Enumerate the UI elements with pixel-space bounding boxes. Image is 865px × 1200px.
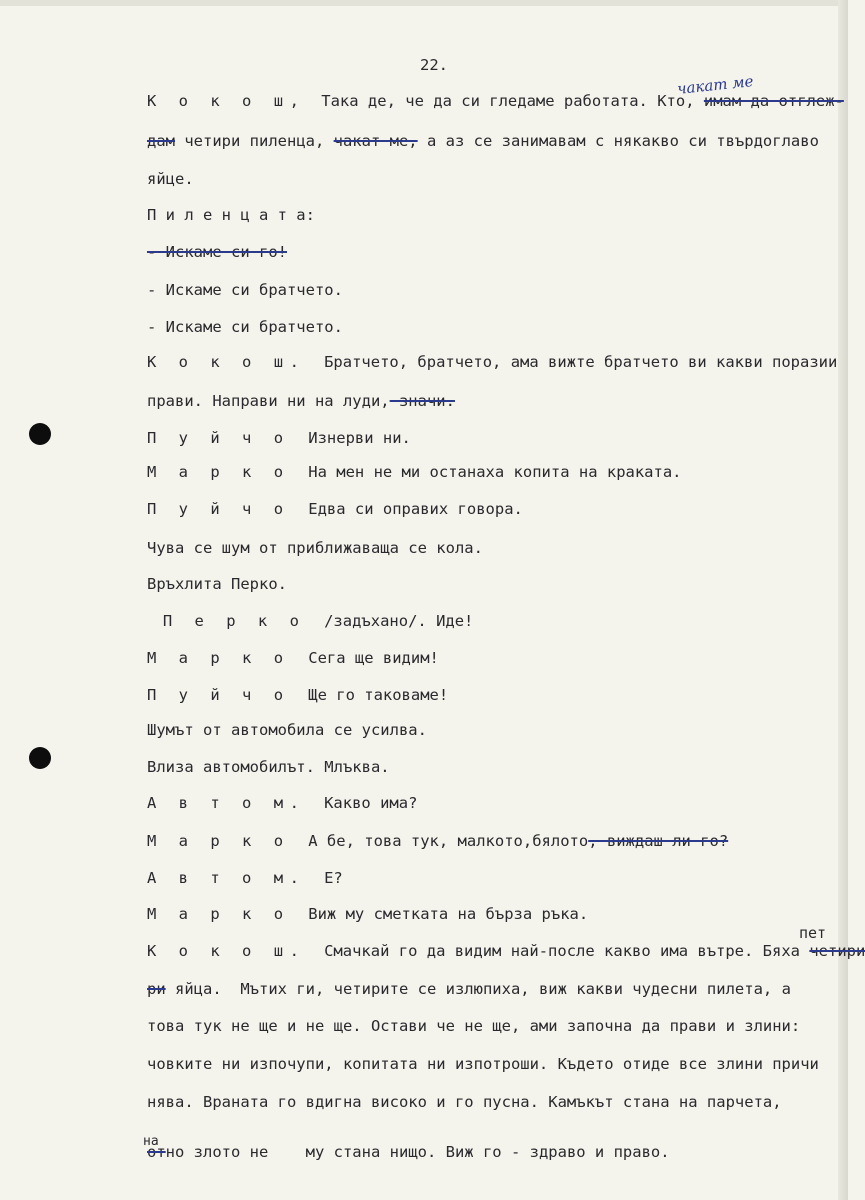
line-text: но злото не <box>165 1143 278 1161</box>
struck-text: четири <box>809 942 865 960</box>
text-line <box>147 318 343 336</box>
line-text: Виж му сметката на бърза ръка. <box>289 905 589 923</box>
speaker-name: П у й ч о <box>147 686 290 704</box>
handwritten-correction: пет <box>799 924 827 942</box>
line-text: - Искаме си братчето. <box>147 318 343 336</box>
line-text: Чува се шум от приближаваща се кола. <box>147 539 483 557</box>
speaker-name: М а р к о <box>147 905 290 923</box>
line-text: Ще го таковаме! <box>289 686 449 704</box>
line-text: това тук не ще и не ще. Остави че не ще, ами започна да прави и злини: <box>147 1017 801 1035</box>
struck-text: чакат ме, <box>333 132 418 150</box>
line-text: Така де, че да си гледаме работата. Кто, <box>321 92 704 110</box>
struck-text: ри <box>147 980 166 998</box>
speaker-name: М а р к о <box>147 463 290 481</box>
line-text: Влиза автомобилът. Млъква. <box>147 758 390 776</box>
speaker-name: К о к о ш, <box>147 92 322 110</box>
text-line <box>143 1134 670 1161</box>
page-number: 22. <box>420 56 448 74</box>
line-text: - Искаме си братчето. <box>147 281 343 299</box>
line-text: четири пиленца, <box>175 132 334 150</box>
text-line <box>147 905 588 923</box>
struck-text: от <box>147 1143 166 1161</box>
text-line <box>147 429 411 447</box>
line-text: Смачкай го да видим най-после какво има вътре. Бяха <box>305 942 810 960</box>
text-line <box>147 980 791 998</box>
speaker-name: М а р к о <box>147 832 290 850</box>
text-line <box>147 500 523 518</box>
struck-text: значи. <box>389 392 455 410</box>
text-line <box>147 758 390 776</box>
speaker-name: М а р к о <box>147 649 290 667</box>
speaker-name: А в т о м. <box>147 869 306 887</box>
text-line <box>147 869 343 887</box>
line-text: яйце. <box>147 170 194 188</box>
handwritten-correction: чакат ме <box>676 72 755 98</box>
text-line <box>147 686 448 704</box>
line-text: човките ни изпочупи, копитата ни изпотроши. Където отиде все злини причи <box>147 1055 819 1073</box>
line-text: Какво има? <box>305 794 418 812</box>
speaker-name: К о к о ш. <box>147 942 306 960</box>
line-text: П и л е н ц а т а: <box>147 206 315 224</box>
text-line <box>147 72 844 110</box>
speaker-name: П у й ч о <box>147 429 290 447</box>
text-line <box>147 832 728 850</box>
text-line <box>147 243 287 261</box>
page-top-edge <box>0 0 848 6</box>
text-line <box>147 1017 800 1035</box>
struck-text: имам да отглеж- <box>703 92 844 110</box>
struck-text: - Искаме си го! <box>147 243 287 261</box>
line-text: Връхлита Перко. <box>147 575 287 593</box>
punch-hole-upper <box>29 423 51 445</box>
text-line <box>147 721 427 739</box>
line-text: Сега ще видим! <box>289 649 439 667</box>
line-text: /задъхано/. Иде! <box>305 612 474 630</box>
line-text: яйца. Мътих ги, четирите се излюпиха, виж какви чудесни пилета, а <box>165 980 791 998</box>
speaker-name: К о к о ш. <box>147 353 306 371</box>
line-text: му стана нищо. Виж го - здраво и право. <box>277 1143 670 1161</box>
line-text: нява. Враната го вдигна високо и го пусна. Камъкът стана на парчета, <box>147 1093 782 1111</box>
line-text: Е? <box>305 869 343 887</box>
line-text: Братчето, братчето, ама вижте братчето ви какви поразии <box>305 353 838 371</box>
line-text: а аз се занимавам с някакво си твърдоглаво <box>417 132 819 150</box>
line-text: Шумът от автомобила се усилва. <box>147 721 427 739</box>
text-line <box>147 575 287 593</box>
text-line <box>147 281 343 299</box>
line-text: прави. Направи ни на луди, <box>147 392 390 410</box>
text-line <box>147 206 315 224</box>
text-line <box>147 794 417 812</box>
handwritten-correction: на <box>143 1134 159 1149</box>
line-text: Едва си оправих говора. <box>289 500 523 518</box>
speaker-name: А в т о м. <box>147 794 306 812</box>
line-text: Изнерви ни. <box>289 429 411 447</box>
text-line <box>147 924 865 960</box>
text-line <box>147 132 819 150</box>
text-line <box>147 539 483 557</box>
line-text: На мен не ми останаха копита на краката. <box>289 463 682 481</box>
text-line <box>147 1093 782 1111</box>
text-line <box>147 612 473 630</box>
text-line <box>147 392 455 410</box>
text-line <box>147 1055 819 1073</box>
speaker-name: П у й ч о <box>147 500 290 518</box>
text-line <box>147 353 837 371</box>
speaker-name: П е р к о <box>147 612 306 630</box>
struck-text: , виждаш ли го? <box>588 832 729 850</box>
text-line <box>147 170 194 188</box>
text-line <box>147 649 439 667</box>
punch-hole-lower <box>29 747 51 769</box>
text-line <box>147 463 682 481</box>
line-text: А бе, това тук, малкото,бялото <box>289 832 589 850</box>
struck-text: дам <box>147 132 175 150</box>
page-right-edge <box>838 0 848 1200</box>
